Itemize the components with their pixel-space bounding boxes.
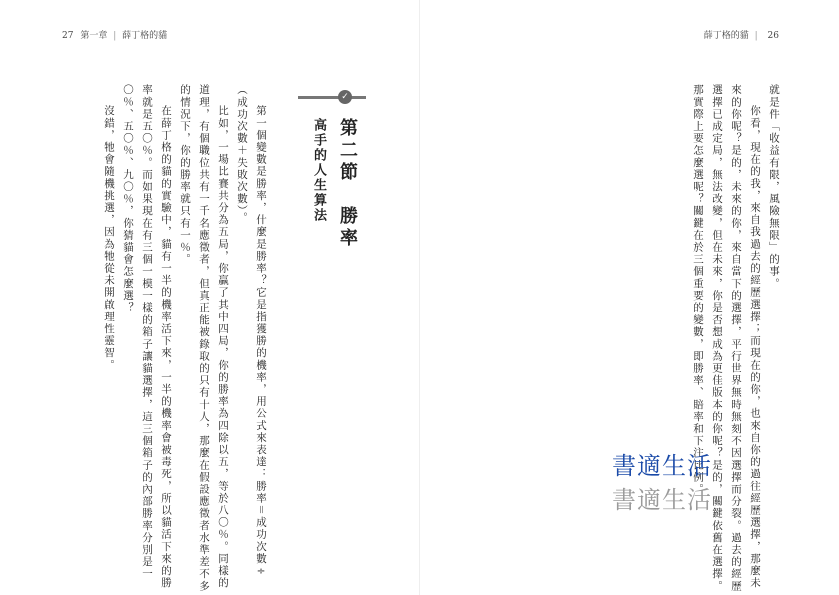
left-book-title: 薛丁格的貓: [122, 31, 168, 41]
right-book-title: 薛丁格的貓: [703, 31, 749, 41]
left-running-header: [58, 28, 167, 41]
right-running-header: [704, 28, 783, 41]
left-page-line: 沒錯，牠會隨機挑選，因為牠從未開啟理性靈智。: [103, 105, 115, 372]
right-page-line: 就是件「收益有限，風險無限」的事。: [768, 84, 780, 290]
left-page-line: 〇％、五〇％、九〇％，你猜貓會怎麼選？: [122, 84, 134, 314]
left-page-line: 第一個變數是勝率，什麼是勝率？它是指獲勝的機率，用公式來表達：勝率＝成功次數÷: [255, 105, 267, 579]
right-page-line: 那實際上要怎麼選呢？關鍵在於三個重要的變數，即勝率、賠率和下注比例。: [692, 84, 704, 496]
watermark-secondary: 書適生活: [612, 486, 712, 514]
header-separator: |: [113, 31, 117, 41]
watermark-primary: 書適生活: [612, 452, 712, 480]
left-page-number: 27: [62, 31, 74, 41]
left-page-line: 在薛丁格的貓的實驗中，貓有一半的機率活下來，一半的機率會被毒死，所以貓活下來的勝: [160, 105, 172, 589]
right-page-number: 26: [767, 31, 779, 41]
left-page-line: 的情況下，你的勝率就只有一％。: [179, 84, 191, 266]
section-rule: [298, 96, 366, 99]
right-page-line: 選擇已成定局，無法改變，但在未來，你是否想成為更佳版本的你呢？是的，關鍵依舊在選擇。: [711, 84, 723, 593]
checkmark-icon: ✓: [338, 90, 352, 104]
left-page-line: （成功次數＋失敗次數）。: [236, 84, 248, 224]
left-page-line: 道理，有個職位共有一千名應徵者，但真正能被錄取的只有十人，那麼在假設應徵者水準差不多: [198, 84, 210, 593]
left-page-line: 率就是五〇％。而如果現在有三個一模一樣的箱子讓貓選擇，這三個箱子的內部勝率分別是一: [141, 84, 153, 581]
page-gutter: [419, 0, 420, 595]
left-page-line: 比如，一場比賽共分為五局，你贏了其中四局，你的勝率為四除以五，等於八〇％。同樣的: [217, 105, 229, 589]
section-subtitle: 高手的人生算法: [311, 118, 326, 223]
header-separator: |: [754, 31, 758, 41]
right-page-line: 你看，現在的我，來自我過去的經歷選擇；而現在的你，也來自你的過往經歷選擇，那麼未: [749, 105, 761, 589]
right-page-line: 來的你呢？是的，未來的你，來自當下的選擇，平行世界無時無刻不因選擇而分裂。過去的經歷: [730, 84, 742, 593]
section-title: 第二節 勝率: [337, 118, 358, 250]
left-chapter-label: 第一章: [80, 31, 108, 41]
